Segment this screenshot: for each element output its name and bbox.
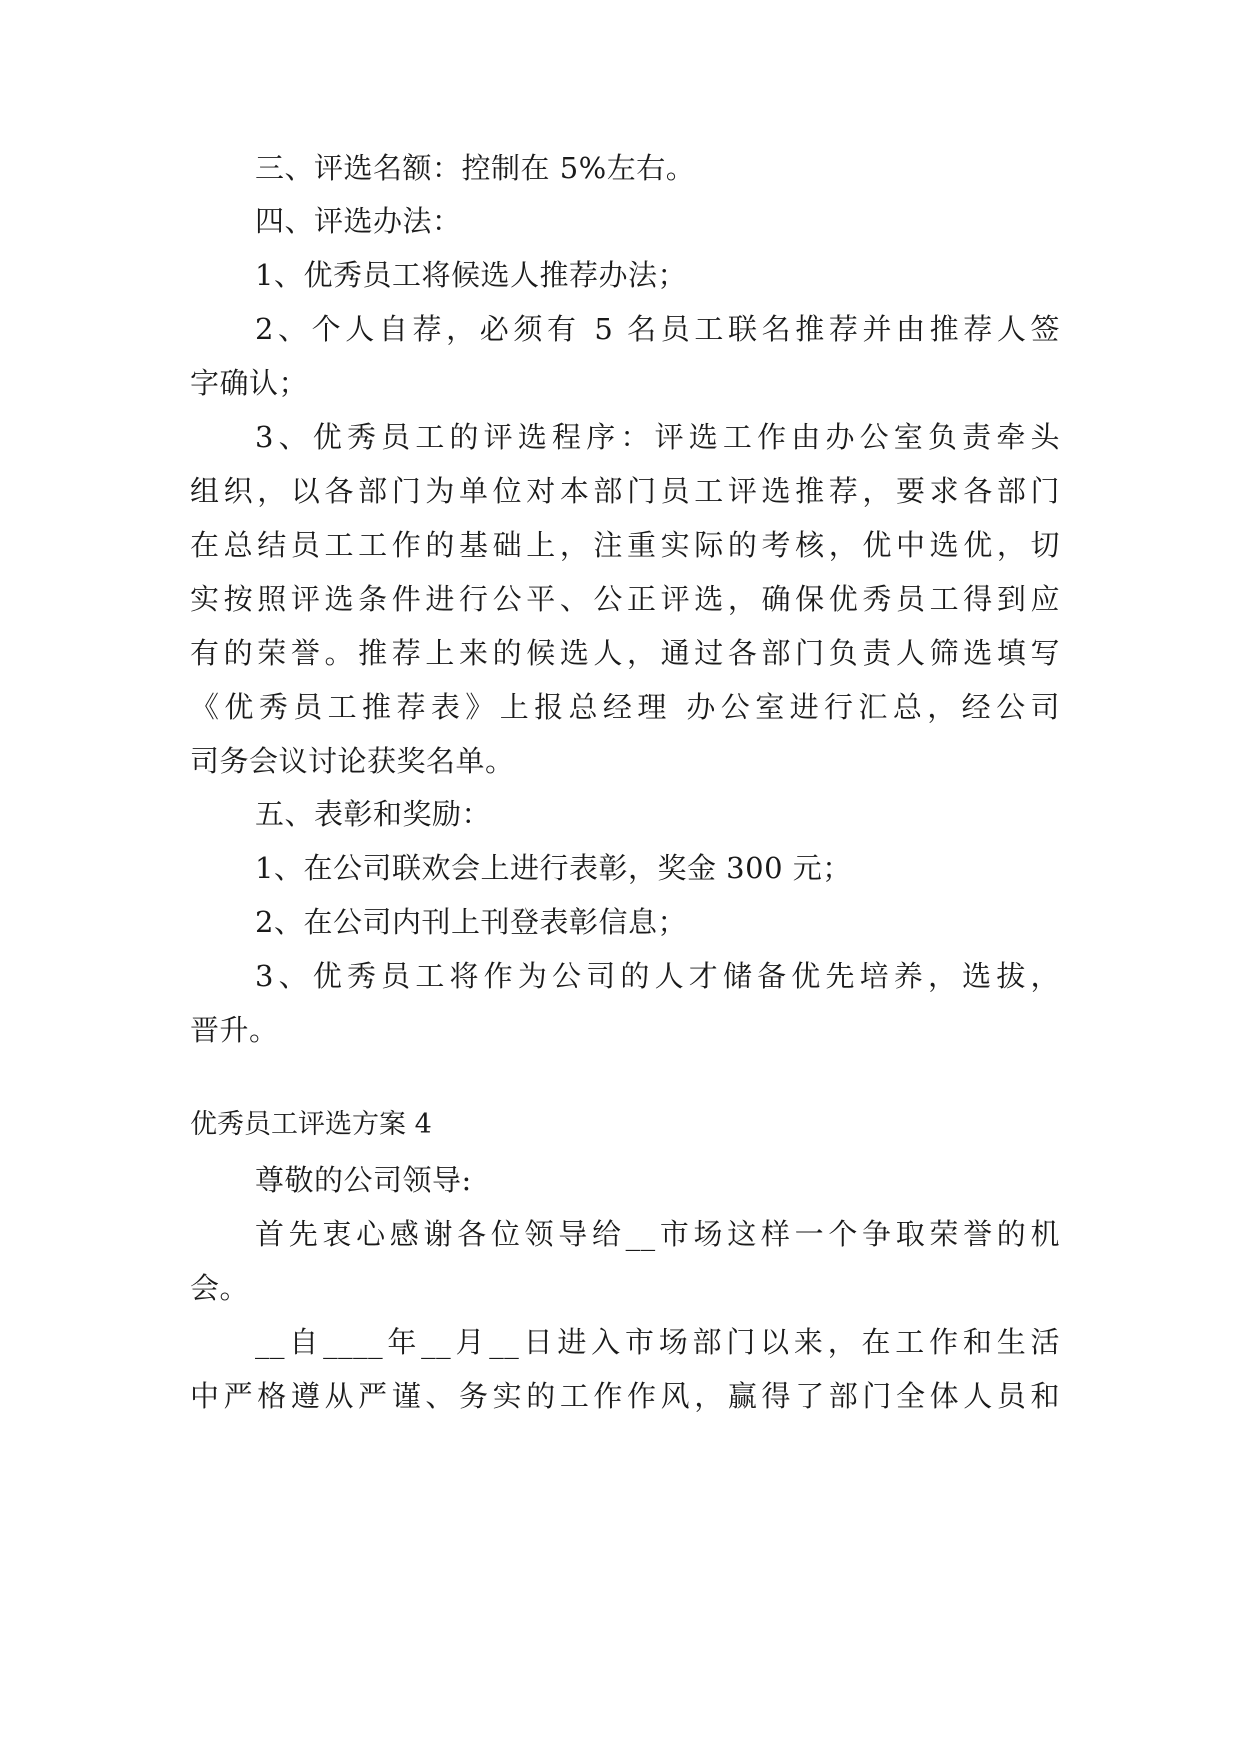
paragraph-line: 2、在公司内刊上刊登表彰信息； <box>255 905 687 939</box>
paragraph-line: 3、优秀员工的评选程序：评选工作由办公室负责牵头 <box>255 420 1060 454</box>
section-title: 优秀员工评选方案 4 <box>190 1109 432 1140</box>
paragraph-line: 三、评选名额：控制在 5%左右。 <box>255 151 696 185</box>
paragraph-line: 中严格遵从严谨、务实的工作作风，赢得了部门全体人员和 <box>190 1379 1060 1413</box>
paragraph-line: 会。 <box>190 1271 250 1305</box>
paragraph-line: 尊敬的公司领导: <box>255 1163 472 1197</box>
paragraph-line: 字确认； <box>190 366 309 400</box>
paragraph-line: 实按照评选条件进行公平、公正评选，确保优秀员工得到应 <box>190 582 1060 616</box>
paragraph-line: 晋升。 <box>190 1013 279 1047</box>
paragraph-line: 四、评选办法： <box>255 204 462 238</box>
paragraph-line: 3、优秀员工将作为公司的人才储备优先培养，选拔， <box>255 959 1060 993</box>
paragraph-line: 首先衷心感谢各位领导给__市场这样一个争取荣誉的机 <box>255 1217 1060 1251</box>
paragraph-line: 有的荣誉。推荐上来的候选人，通过各部门负责人筛选填写 <box>190 636 1060 670</box>
paragraph-line: 《优秀员工推荐表》上报总经理 办公室进行汇总，经公司 <box>190 690 1060 724</box>
paragraph-line: 在总结员工工作的基础上，注重实际的考核，优中选优，切 <box>190 528 1060 562</box>
paragraph-line: 2、个人自荐，必须有 5 名员工联名推荐并由推荐人签 <box>255 312 1060 346</box>
paragraph-line: 司务会议讨论获奖名单。 <box>190 744 515 778</box>
paragraph-line: 1、在公司联欢会上进行表彰，奖金 300 元； <box>255 851 852 885</box>
paragraph-line: 五、表彰和奖励： <box>255 797 492 831</box>
paragraph-line: 组织，以各部门为单位对本部门员工评选推荐，要求各部门 <box>190 474 1060 508</box>
paragraph-line: __自____年__月__日进入市场部门以来，在工作和生活 <box>255 1325 1060 1359</box>
paragraph-line: 1、优秀员工将候选人推荐办法； <box>255 258 687 292</box>
